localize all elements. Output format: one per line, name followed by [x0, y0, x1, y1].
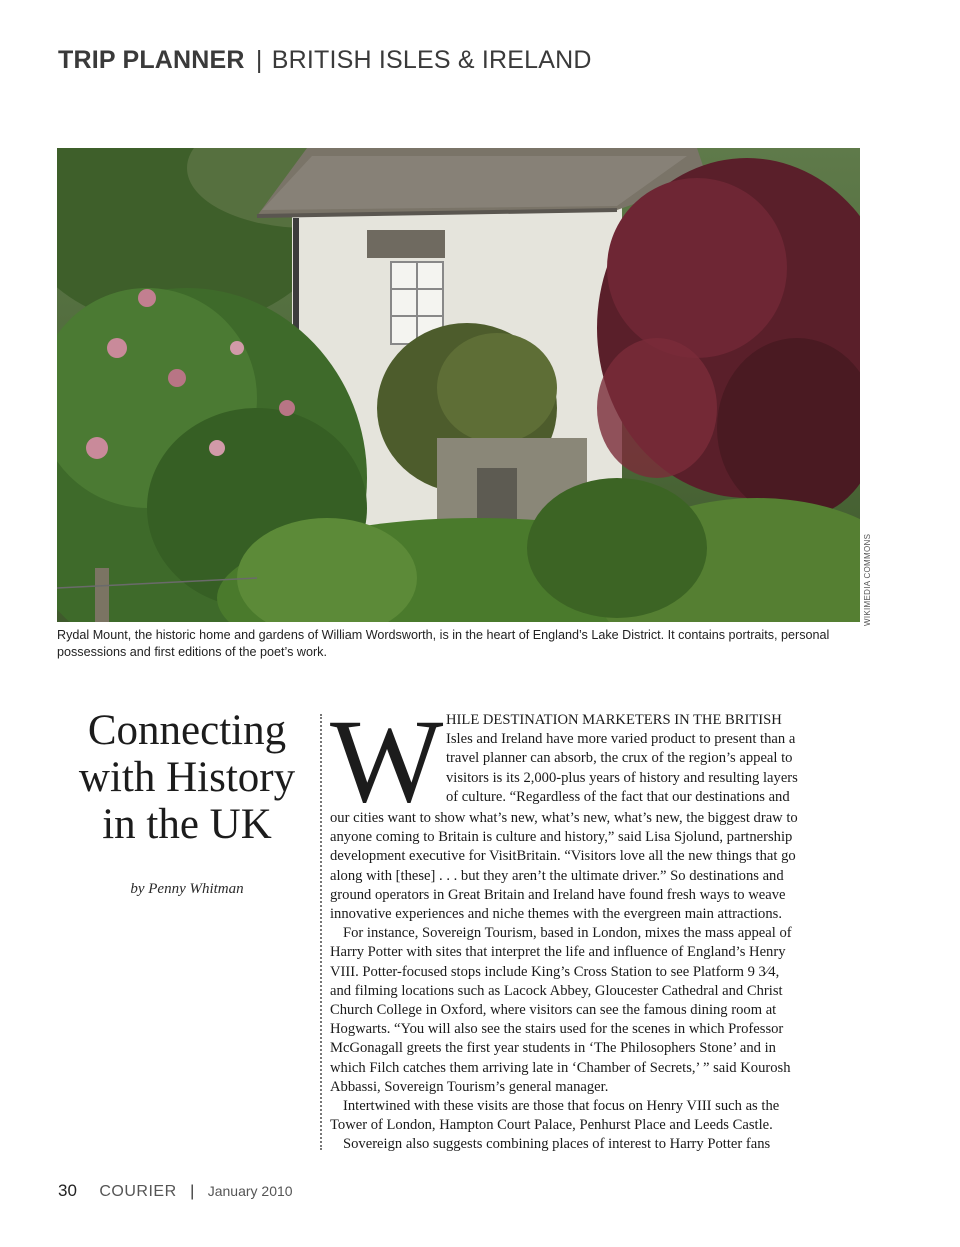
body-line: Isles and Ireland have more varied product to present than a — [446, 731, 796, 748]
body-line: ground operators in Great Britain and Ireland have found fresh ways to weave — [330, 886, 786, 903]
body-line: development executive for VisitBritain. “Visitors love all the new things that go — [330, 848, 796, 865]
body-line: which Filch catches them arriving late in ‘Chamber of Secrets,’ ” said Kourosh — [330, 1059, 791, 1076]
section-title: TRIP PLANNER — [58, 46, 245, 74]
rydal-mount-photo — [57, 148, 860, 622]
headline-line: in the UK — [102, 801, 272, 848]
body-line: Tower of London, Hampton Court Palace, Penhurst Place and Leeds Castle. — [330, 1117, 773, 1134]
body-line: Intertwined with these visits are those that focus on Henry VIII such as the — [343, 1098, 780, 1115]
drop-cap: W — [330, 694, 444, 827]
body-line: VIII. Potter-focused stops include King’s Cross Station to see Platform 9 3⁄4, — [330, 963, 780, 980]
body-line: our cities want to show what’s new, what’s new, what’s new, the biggest draw to — [330, 810, 798, 826]
photo-credit: WIKIMEDIA COMMONS — [863, 533, 872, 626]
body-line: visitors is its 2,000-plus years of history and resulting layers — [446, 769, 798, 786]
column-divider — [320, 714, 322, 1150]
byline: by Penny Whitman — [130, 881, 244, 897]
body-line: and filming locations such as Lacock Abbey, Gloucester Cathedral and Christ — [330, 982, 783, 999]
body-line: Harry Potter with sites that interpret the life and influence of England’s Henry — [330, 944, 786, 961]
page-number: 30 — [58, 1181, 77, 1200]
body-line: of culture. “Regardless of the fact that our destinations and — [446, 788, 790, 805]
article-headline — [58, 707, 316, 848]
body-line: McGonagall greets the first year students in ‘The Philosophers Stone’ and in — [330, 1040, 776, 1057]
photo-caption: Rydal Mount, the historic home and gardens of William Wordsworth, is in the heart of England’s Lake District. It contains portraits, personal possessions and first editions of the poet’s work. — [57, 628, 830, 659]
article-body — [330, 694, 858, 1155]
body-line: Sovereign also suggests combining places of interest to Harry Potter fans — [343, 1136, 771, 1153]
body-line: Hogwarts. “You will also see the stairs used for the scenes in which Professor — [330, 1021, 784, 1038]
issue-date: January 2010 — [207, 1183, 293, 1199]
body-line: For instance, Sovereign Tourism, based in London, mixes the mass appeal of — [343, 925, 792, 942]
headline-line: Connecting — [87, 707, 287, 754]
body-line: Abbassi, Sovereign Tourism’s general manager. — [330, 1078, 609, 1095]
body-line: travel planner can absorb, the crux of the region’s appeal to — [446, 750, 793, 767]
body-line: Church College in Oxford, where visitors can see the famous dining room at — [330, 1002, 777, 1019]
body-line: innovative experiences and niche themes with the evergreen main attractions. — [330, 906, 782, 923]
running-header — [58, 46, 592, 75]
magazine-name: COURIER — [99, 1183, 177, 1200]
subsection-title: BRITISH ISLES & IRELAND — [271, 46, 592, 74]
headline-line: with History — [78, 754, 296, 801]
body-line: HILE DESTINATION MARKETERS IN THE BRITISH — [446, 712, 782, 728]
garden-house-illustration — [57, 148, 860, 622]
body-line: anyone coming to Britain is culture and history,” said Lisa Sjolund, partnership — [330, 829, 793, 846]
footer-divider: | — [190, 1183, 195, 1200]
page-footer — [58, 1181, 293, 1201]
body-line: along with [these] . . . but they aren’t the ultimate driver.” So destinations and — [330, 867, 784, 884]
header-divider: | — [255, 46, 263, 74]
